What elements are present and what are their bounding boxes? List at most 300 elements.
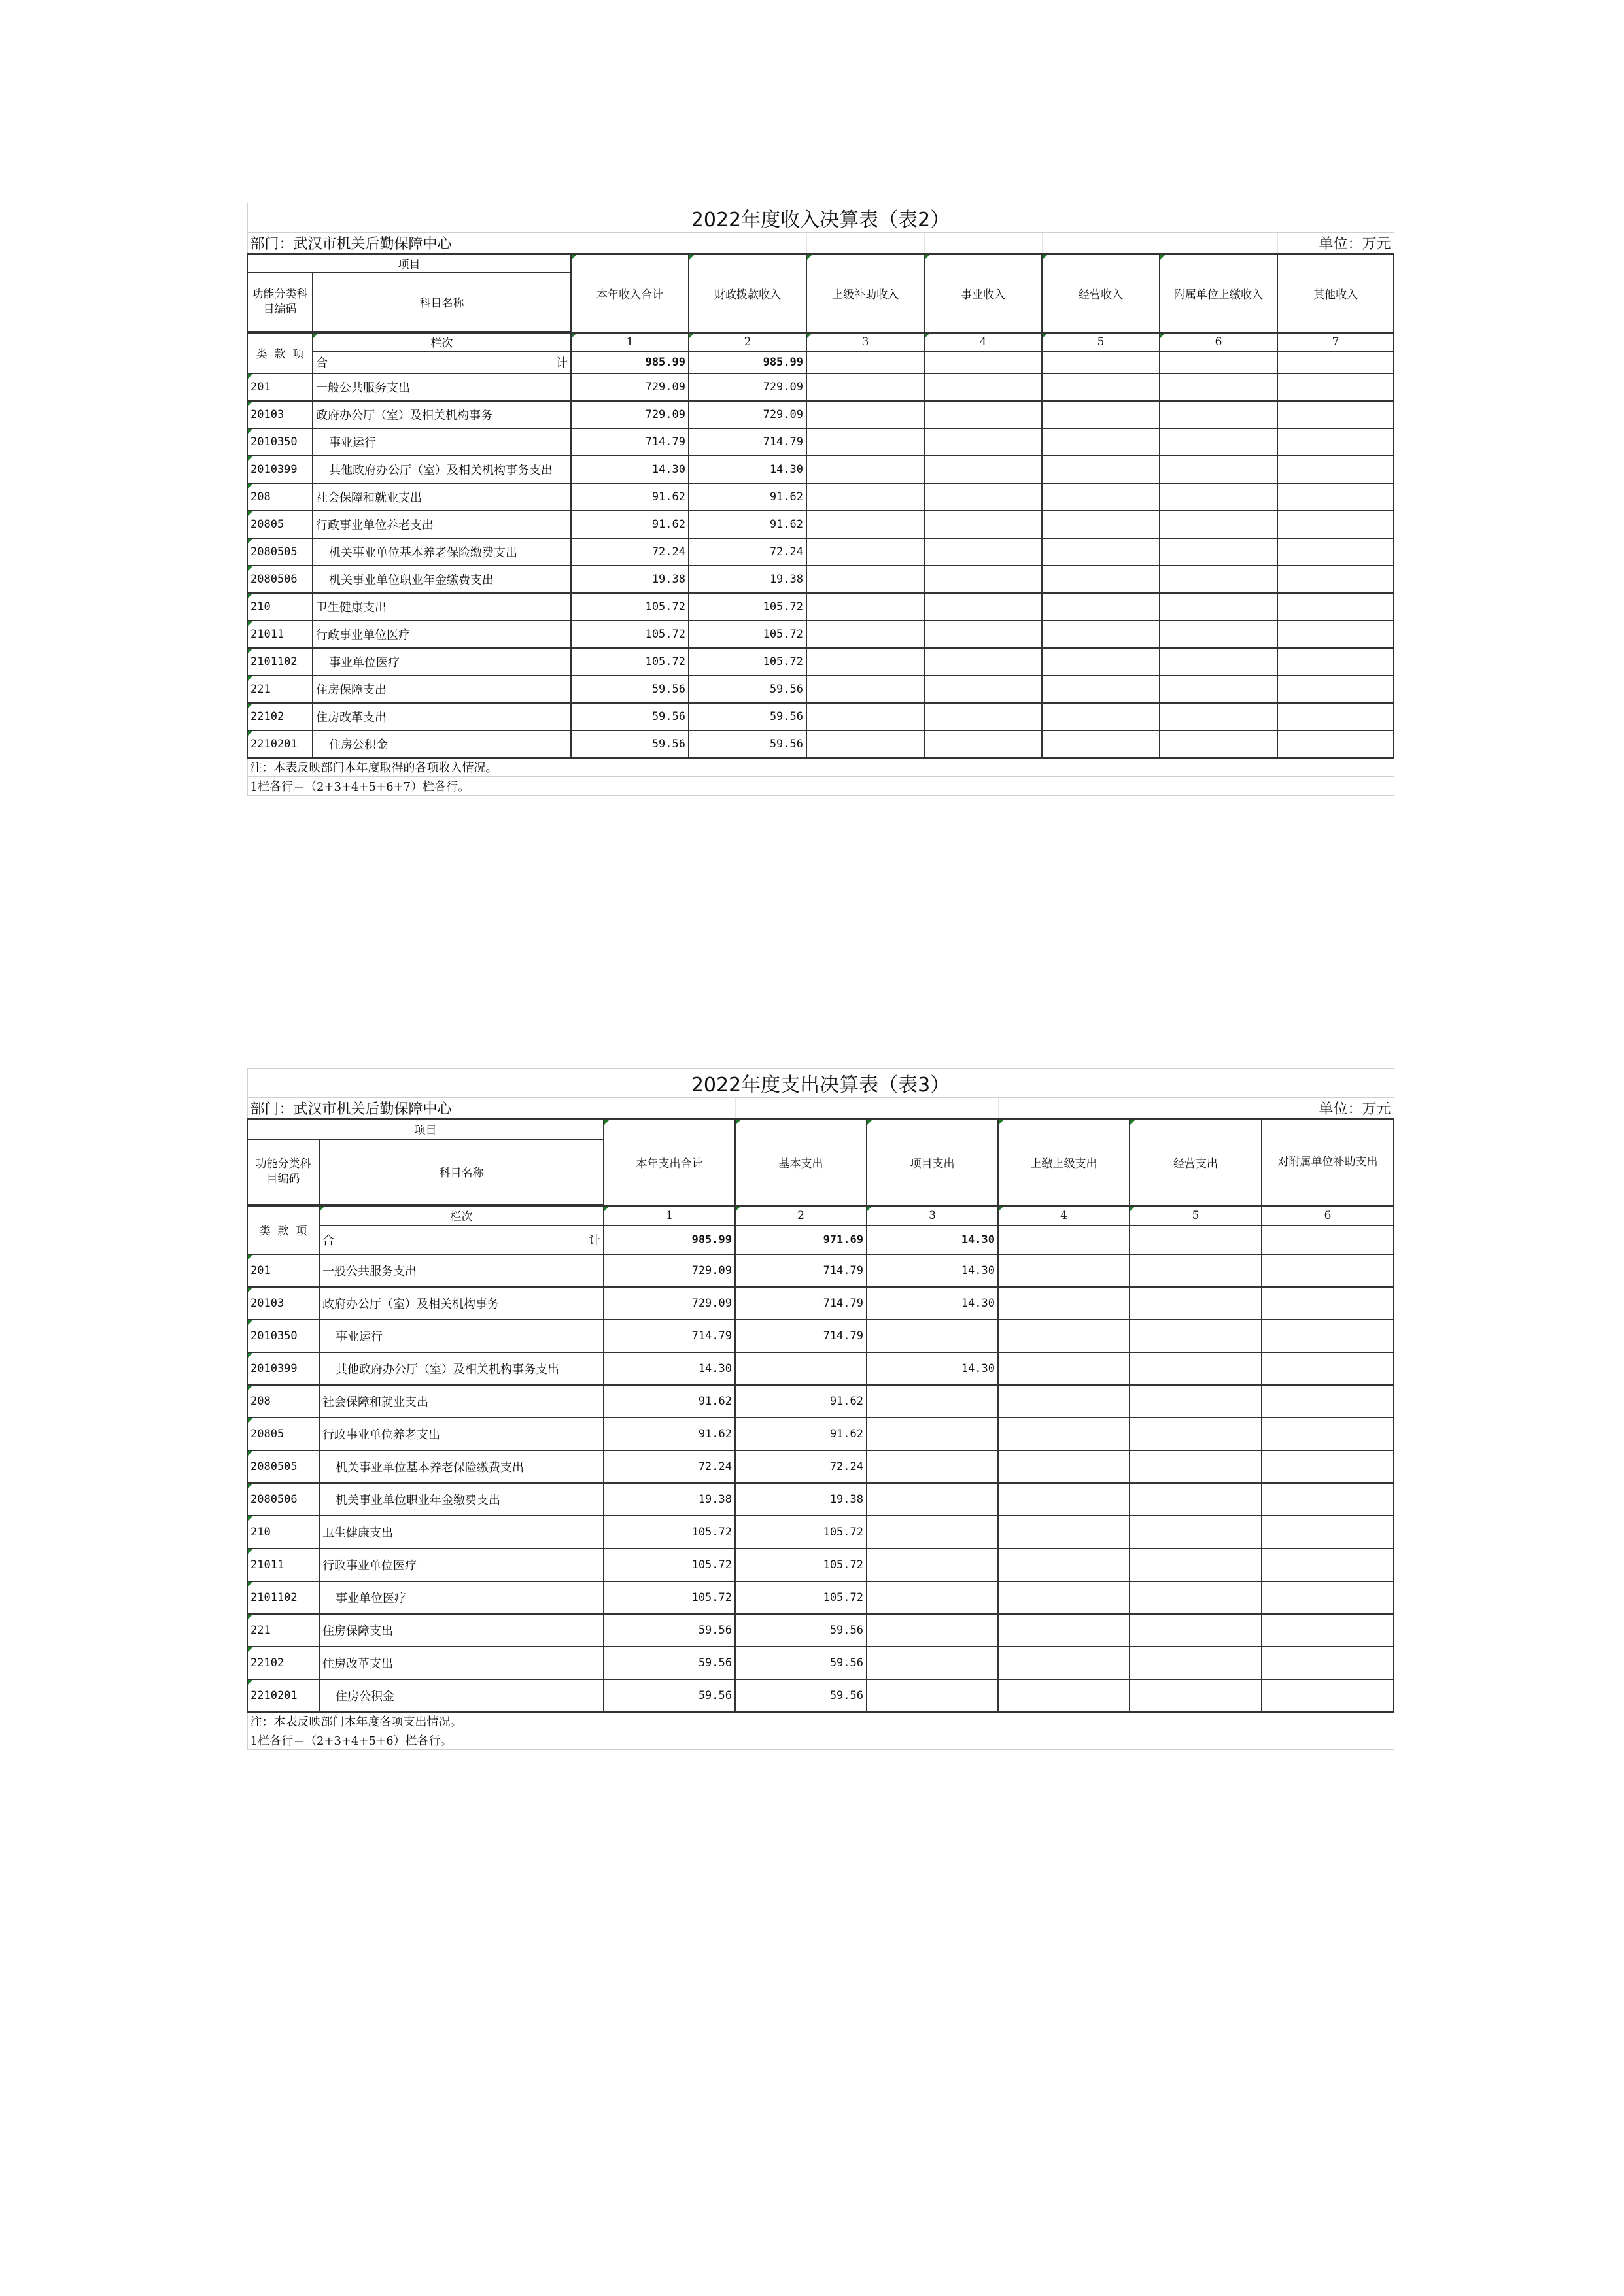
- amount-cell: [806, 676, 924, 703]
- amount-cell: 59.56: [689, 703, 806, 730]
- total-value: [924, 351, 1042, 373]
- total-row: [247, 1225, 1394, 1254]
- amount-cell: [1130, 1450, 1262, 1483]
- subject-code: 2210201: [247, 1679, 319, 1712]
- amount-cell: [1042, 456, 1160, 483]
- amount-cell: [1160, 676, 1277, 703]
- amount-cell: 72.24: [735, 1450, 867, 1483]
- table-row: [247, 566, 1394, 593]
- amount-cell: 91.62: [571, 511, 689, 538]
- table-row: [247, 1647, 1394, 1679]
- amount-cell: 59.56: [571, 730, 689, 758]
- amount-cell: [998, 1254, 1130, 1287]
- header-project: 项目: [247, 254, 571, 273]
- amount-cell: [867, 1385, 998, 1418]
- table-row: [247, 648, 1394, 676]
- table-row: [247, 621, 1394, 648]
- income-statement-table2: [247, 203, 1393, 796]
- subject-code: 21011: [247, 1549, 319, 1581]
- subject-code: 2080506: [247, 566, 313, 593]
- total-value: 14.30: [867, 1225, 998, 1254]
- amount-cell: 105.72: [604, 1516, 735, 1549]
- amount-cell: [1277, 483, 1394, 511]
- amount-cell: [1277, 676, 1394, 703]
- amount-cell: [1262, 1385, 1394, 1418]
- subject-name: 行政事业单位养老支出: [319, 1418, 604, 1450]
- header-subject-name: 科目名称: [313, 273, 571, 332]
- amount-cell: 105.72: [735, 1516, 867, 1549]
- subject-name: 住房公积金: [319, 1679, 604, 1712]
- amount-cell: [924, 730, 1042, 758]
- amount-cell: 19.38: [689, 566, 806, 593]
- subject-code: 2010350: [247, 1320, 319, 1352]
- amount-cell: [1262, 1679, 1394, 1712]
- subject-name: 政府办公厅（室）及相关机构事务: [319, 1287, 604, 1320]
- amount-cell: [924, 566, 1042, 593]
- subject-code: 208: [247, 1385, 319, 1418]
- subject-name: 其他政府办公厅（室）及相关机构事务支出: [313, 456, 571, 483]
- subject-code: 2080505: [247, 1450, 319, 1483]
- amount-cell: [1160, 593, 1277, 621]
- amount-cell: [998, 1614, 1130, 1647]
- header-lei-kuan-xiang: 类 款 项: [247, 1206, 319, 1254]
- subject-name: 住房保障支出: [319, 1614, 604, 1647]
- amount-cell: [1130, 1352, 1262, 1385]
- amount-cell: 59.56: [571, 703, 689, 730]
- amount-cell: [1130, 1516, 1262, 1549]
- amount-cell: [1160, 730, 1277, 758]
- subject-code: 201: [247, 1254, 319, 1287]
- table-row: [247, 1614, 1394, 1647]
- subject-name: 机关事业单位基本养老保险缴费支出: [313, 538, 571, 566]
- amount-cell: [1262, 1549, 1394, 1581]
- amount-cell: [998, 1549, 1130, 1581]
- subject-code: 208: [247, 483, 313, 511]
- amount-cell: 714.79: [571, 428, 689, 456]
- col-number: 3: [806, 333, 924, 351]
- table-row: [247, 538, 1394, 566]
- header-lanci: 栏次: [319, 1206, 604, 1225]
- amount-cell: [1160, 428, 1277, 456]
- amount-cell: [867, 1320, 998, 1352]
- department-label: 部门：武汉市机关后勤保障中心: [247, 1098, 604, 1120]
- col-number: 6: [1160, 333, 1277, 351]
- amount-cell: [1262, 1647, 1394, 1679]
- total-value: 985.99: [604, 1225, 735, 1254]
- subject-name: 机关事业单位基本养老保险缴费支出: [319, 1450, 604, 1483]
- amount-cell: [1262, 1450, 1394, 1483]
- amount-cell: [924, 483, 1042, 511]
- amount-cell: [1277, 428, 1394, 456]
- amount-cell: 105.72: [689, 621, 806, 648]
- amount-cell: 105.72: [689, 648, 806, 676]
- amount-cell: [1262, 1581, 1394, 1614]
- table-row: [247, 1483, 1394, 1516]
- amount-cell: [867, 1516, 998, 1549]
- col-header: 上缴上级支出: [998, 1120, 1130, 1206]
- amount-cell: 91.62: [604, 1385, 735, 1418]
- col-number: 5: [1042, 333, 1160, 351]
- amount-cell: [1042, 730, 1160, 758]
- amount-cell: 729.09: [689, 373, 806, 401]
- subject-code: 22102: [247, 1647, 319, 1679]
- col-header: 经营支出: [1130, 1120, 1262, 1206]
- amount-cell: [867, 1549, 998, 1581]
- amount-cell: [1160, 456, 1277, 483]
- amount-cell: [998, 1581, 1130, 1614]
- amount-cell: [1042, 401, 1160, 428]
- amount-cell: 19.38: [571, 566, 689, 593]
- amount-cell: [924, 373, 1042, 401]
- amount-cell: [1277, 456, 1394, 483]
- header-lei-kuan-xiang: 类 款 项: [247, 333, 313, 373]
- amount-cell: [998, 1352, 1130, 1385]
- subject-code: 20103: [247, 1287, 319, 1320]
- amount-cell: [806, 593, 924, 621]
- amount-cell: 714.79: [735, 1254, 867, 1287]
- amount-cell: 105.72: [604, 1581, 735, 1614]
- amount-cell: [1262, 1483, 1394, 1516]
- amount-cell: 14.30: [604, 1352, 735, 1385]
- col-header: 项目支出: [867, 1120, 998, 1206]
- col-header: 上级补助收入: [806, 254, 924, 333]
- amount-cell: [1262, 1254, 1394, 1287]
- table-row: [247, 401, 1394, 428]
- subject-name: 一般公共服务支出: [313, 373, 571, 401]
- total-value: 985.99: [689, 351, 806, 373]
- amount-cell: [1160, 566, 1277, 593]
- subject-name: 其他政府办公厅（室）及相关机构事务支出: [319, 1352, 604, 1385]
- table-title: 2022年度支出决算表（表3）: [247, 1069, 1394, 1098]
- amount-cell: [1277, 621, 1394, 648]
- amount-cell: [1277, 703, 1394, 730]
- subject-code: 201: [247, 373, 313, 401]
- amount-cell: 59.56: [735, 1679, 867, 1712]
- amount-cell: [924, 456, 1042, 483]
- amount-cell: 59.56: [689, 676, 806, 703]
- amount-cell: 59.56: [689, 730, 806, 758]
- amount-cell: [1130, 1320, 1262, 1352]
- amount-cell: [998, 1450, 1130, 1483]
- table-title: 2022年度收入决算表（表2）: [247, 203, 1394, 233]
- total-label: 合 计: [319, 1225, 604, 1254]
- subject-code: 20805: [247, 1418, 319, 1450]
- amount-cell: 729.09: [571, 373, 689, 401]
- amount-cell: [1262, 1516, 1394, 1549]
- amount-cell: [806, 648, 924, 676]
- amount-cell: [1262, 1320, 1394, 1352]
- amount-cell: 72.24: [571, 538, 689, 566]
- subject-name: 住房公积金: [313, 730, 571, 758]
- subject-name: 政府办公厅（室）及相关机构事务: [313, 401, 571, 428]
- amount-cell: [998, 1385, 1130, 1418]
- amount-cell: [1277, 538, 1394, 566]
- amount-cell: 14.30: [571, 456, 689, 483]
- table-row: [247, 483, 1394, 511]
- amount-cell: [998, 1516, 1130, 1549]
- amount-cell: 19.38: [735, 1483, 867, 1516]
- amount-cell: 729.09: [689, 401, 806, 428]
- total-value: [1160, 351, 1277, 373]
- amount-cell: [1160, 373, 1277, 401]
- unit-label: 单位：万元: [1277, 233, 1394, 254]
- table-note: 1栏各行＝（2+3+4+5+6）栏各行。: [247, 1730, 1394, 1750]
- subject-code: 2101102: [247, 648, 313, 676]
- amount-cell: [735, 1352, 867, 1385]
- amount-cell: [924, 593, 1042, 621]
- table-row: [247, 1418, 1394, 1450]
- amount-cell: [806, 373, 924, 401]
- table-row: [247, 730, 1394, 758]
- amount-cell: [1130, 1385, 1262, 1418]
- amount-cell: 91.62: [735, 1418, 867, 1450]
- total-value: [1277, 351, 1394, 373]
- subject-name: 住房改革支出: [319, 1647, 604, 1679]
- header-lanci: 栏次: [313, 333, 571, 351]
- amount-cell: 714.79: [735, 1320, 867, 1352]
- col-header: 其他收入: [1277, 254, 1394, 333]
- amount-cell: [924, 511, 1042, 538]
- amount-cell: 91.62: [571, 483, 689, 511]
- subject-name: 事业运行: [319, 1320, 604, 1352]
- col-header: 财政拨款收入: [689, 254, 806, 333]
- amount-cell: [1160, 401, 1277, 428]
- amount-cell: 729.09: [604, 1287, 735, 1320]
- header-subject-name: 科目名称: [319, 1139, 604, 1205]
- amount-cell: 59.56: [604, 1647, 735, 1679]
- amount-cell: [1042, 483, 1160, 511]
- table-row: [247, 1450, 1394, 1483]
- table-row: [247, 1581, 1394, 1614]
- subject-name: 事业运行: [313, 428, 571, 456]
- subject-code: 221: [247, 1614, 319, 1647]
- subject-name: 住房保障支出: [313, 676, 571, 703]
- table-row: [247, 1516, 1394, 1549]
- col-header: 本年收入合计: [571, 254, 689, 333]
- amount-cell: [1130, 1254, 1262, 1287]
- amount-cell: [1042, 428, 1160, 456]
- amount-cell: 105.72: [604, 1549, 735, 1581]
- col-number: 4: [924, 333, 1042, 351]
- col-number: 4: [998, 1206, 1130, 1225]
- amount-cell: 714.79: [689, 428, 806, 456]
- subject-code: 22102: [247, 703, 313, 730]
- amount-cell: [867, 1450, 998, 1483]
- amount-cell: [1130, 1287, 1262, 1320]
- amount-cell: [806, 456, 924, 483]
- amount-cell: 105.72: [689, 593, 806, 621]
- amount-cell: [924, 648, 1042, 676]
- amount-cell: [1130, 1647, 1262, 1679]
- amount-cell: 14.30: [867, 1254, 998, 1287]
- subject-code: 2210201: [247, 730, 313, 758]
- amount-cell: [1160, 538, 1277, 566]
- header-func-code: 功能分类科目编码: [247, 273, 313, 332]
- table-row: [247, 1549, 1394, 1581]
- table-row: [247, 593, 1394, 621]
- amount-cell: [1160, 483, 1277, 511]
- col-number: 3: [867, 1206, 998, 1225]
- amount-cell: 105.72: [571, 648, 689, 676]
- col-header: 事业收入: [924, 254, 1042, 333]
- amount-cell: [1160, 648, 1277, 676]
- table-row: [247, 373, 1394, 401]
- amount-cell: [1130, 1581, 1262, 1614]
- amount-cell: [1130, 1679, 1262, 1712]
- amount-cell: 105.72: [571, 593, 689, 621]
- col-number: 1: [571, 333, 689, 351]
- subject-code: 21011: [247, 621, 313, 648]
- amount-cell: 91.62: [604, 1418, 735, 1450]
- amount-cell: 59.56: [604, 1614, 735, 1647]
- amount-cell: [806, 730, 924, 758]
- col-number: 2: [689, 333, 806, 351]
- amount-cell: [806, 428, 924, 456]
- header-project: 项目: [247, 1120, 604, 1139]
- unit-label: 单位：万元: [1262, 1098, 1394, 1120]
- amount-cell: 714.79: [604, 1320, 735, 1352]
- amount-cell: [806, 511, 924, 538]
- amount-cell: 59.56: [604, 1679, 735, 1712]
- table-row: [247, 1320, 1394, 1352]
- amount-cell: [1160, 621, 1277, 648]
- amount-cell: [1277, 593, 1394, 621]
- table-row: [247, 1385, 1394, 1418]
- subject-name: 社会保障和就业支出: [313, 483, 571, 511]
- col-header: 本年支出合计: [604, 1120, 735, 1206]
- amount-cell: [806, 483, 924, 511]
- subject-name: 卫生健康支出: [313, 593, 571, 621]
- amount-cell: [924, 428, 1042, 456]
- total-value: [1042, 351, 1160, 373]
- col-number: 7: [1277, 333, 1394, 351]
- amount-cell: [1042, 538, 1160, 566]
- amount-cell: [867, 1483, 998, 1516]
- amount-cell: [924, 401, 1042, 428]
- total-value: 971.69: [735, 1225, 867, 1254]
- amount-cell: 91.62: [735, 1385, 867, 1418]
- amount-cell: [806, 538, 924, 566]
- amount-cell: [1130, 1549, 1262, 1581]
- col-number: 5: [1130, 1206, 1262, 1225]
- table-row: [247, 511, 1394, 538]
- amount-cell: [1262, 1287, 1394, 1320]
- subject-name: 事业单位医疗: [313, 648, 571, 676]
- total-value: 985.99: [571, 351, 689, 373]
- amount-cell: [998, 1483, 1130, 1516]
- subject-name: 一般公共服务支出: [319, 1254, 604, 1287]
- amount-cell: [998, 1287, 1130, 1320]
- col-number: 2: [735, 1206, 867, 1225]
- header-func-code: 功能分类科目编码: [247, 1139, 319, 1205]
- amount-cell: [1130, 1483, 1262, 1516]
- amount-cell: [867, 1614, 998, 1647]
- total-row: [247, 351, 1394, 373]
- subject-name: 机关事业单位职业年金缴费支出: [319, 1483, 604, 1516]
- amount-cell: [867, 1418, 998, 1450]
- subject-name: 机关事业单位职业年金缴费支出: [313, 566, 571, 593]
- amount-cell: [1277, 511, 1394, 538]
- subject-code: 2101102: [247, 1581, 319, 1614]
- col-header: 经营收入: [1042, 254, 1160, 333]
- amount-cell: 729.09: [604, 1254, 735, 1287]
- amount-cell: [1042, 703, 1160, 730]
- subject-code: 210: [247, 593, 313, 621]
- amount-cell: [924, 538, 1042, 566]
- amount-cell: [1277, 401, 1394, 428]
- col-number: 1: [604, 1206, 735, 1225]
- amount-cell: 14.30: [867, 1352, 998, 1385]
- amount-cell: [998, 1679, 1130, 1712]
- subject-name: 住房改革支出: [313, 703, 571, 730]
- table-note: 注：本表反映部门本年度各项支出情况。: [247, 1712, 1394, 1730]
- amount-cell: 729.09: [571, 401, 689, 428]
- col-number: 6: [1262, 1206, 1394, 1225]
- table-note: 1栏各行＝（2+3+4+5+6+7）栏各行。: [247, 777, 1394, 796]
- amount-cell: [924, 703, 1042, 730]
- amount-cell: [1160, 703, 1277, 730]
- subject-name: 行政事业单位医疗: [313, 621, 571, 648]
- amount-cell: 59.56: [571, 676, 689, 703]
- amount-cell: [1277, 566, 1394, 593]
- table-row: [247, 1352, 1394, 1385]
- expenditure-table: [247, 1068, 1394, 1750]
- table-row: [247, 1287, 1394, 1320]
- amount-cell: [924, 676, 1042, 703]
- table-row: [247, 1254, 1394, 1287]
- amount-cell: [806, 566, 924, 593]
- amount-cell: 72.24: [689, 538, 806, 566]
- amount-cell: 105.72: [571, 621, 689, 648]
- subject-code: 20103: [247, 401, 313, 428]
- subject-name: 卫生健康支出: [319, 1516, 604, 1549]
- amount-cell: [1277, 648, 1394, 676]
- amount-cell: [1042, 593, 1160, 621]
- amount-cell: 91.62: [689, 483, 806, 511]
- amount-cell: [867, 1647, 998, 1679]
- total-label: 合 计: [313, 351, 571, 373]
- amount-cell: [1277, 730, 1394, 758]
- amount-cell: [806, 401, 924, 428]
- subject-name: 事业单位医疗: [319, 1581, 604, 1614]
- amount-cell: [924, 621, 1042, 648]
- subject-code: 20805: [247, 511, 313, 538]
- col-header: 对附属单位补助支出: [1262, 1120, 1394, 1206]
- amount-cell: [806, 621, 924, 648]
- amount-cell: [1130, 1418, 1262, 1450]
- amount-cell: [1130, 1614, 1262, 1647]
- subject-code: 2010399: [247, 1352, 319, 1385]
- subject-code: 2080506: [247, 1483, 319, 1516]
- amount-cell: [867, 1679, 998, 1712]
- amount-cell: 105.72: [735, 1549, 867, 1581]
- amount-cell: 72.24: [604, 1450, 735, 1483]
- amount-cell: [1042, 373, 1160, 401]
- table-row: [247, 456, 1394, 483]
- table-row: [247, 1679, 1394, 1712]
- col-header: 附属单位上缴收入: [1160, 254, 1277, 333]
- income-table: [247, 203, 1394, 796]
- amount-cell: [1262, 1418, 1394, 1450]
- total-value: [1130, 1225, 1262, 1254]
- total-value: [806, 351, 924, 373]
- amount-cell: 19.38: [604, 1483, 735, 1516]
- table-row: [247, 428, 1394, 456]
- amount-cell: 105.72: [735, 1581, 867, 1614]
- amount-cell: 14.30: [689, 456, 806, 483]
- expenditure-statement-table3: [247, 1068, 1393, 1750]
- subject-name: 行政事业单位医疗: [319, 1549, 604, 1581]
